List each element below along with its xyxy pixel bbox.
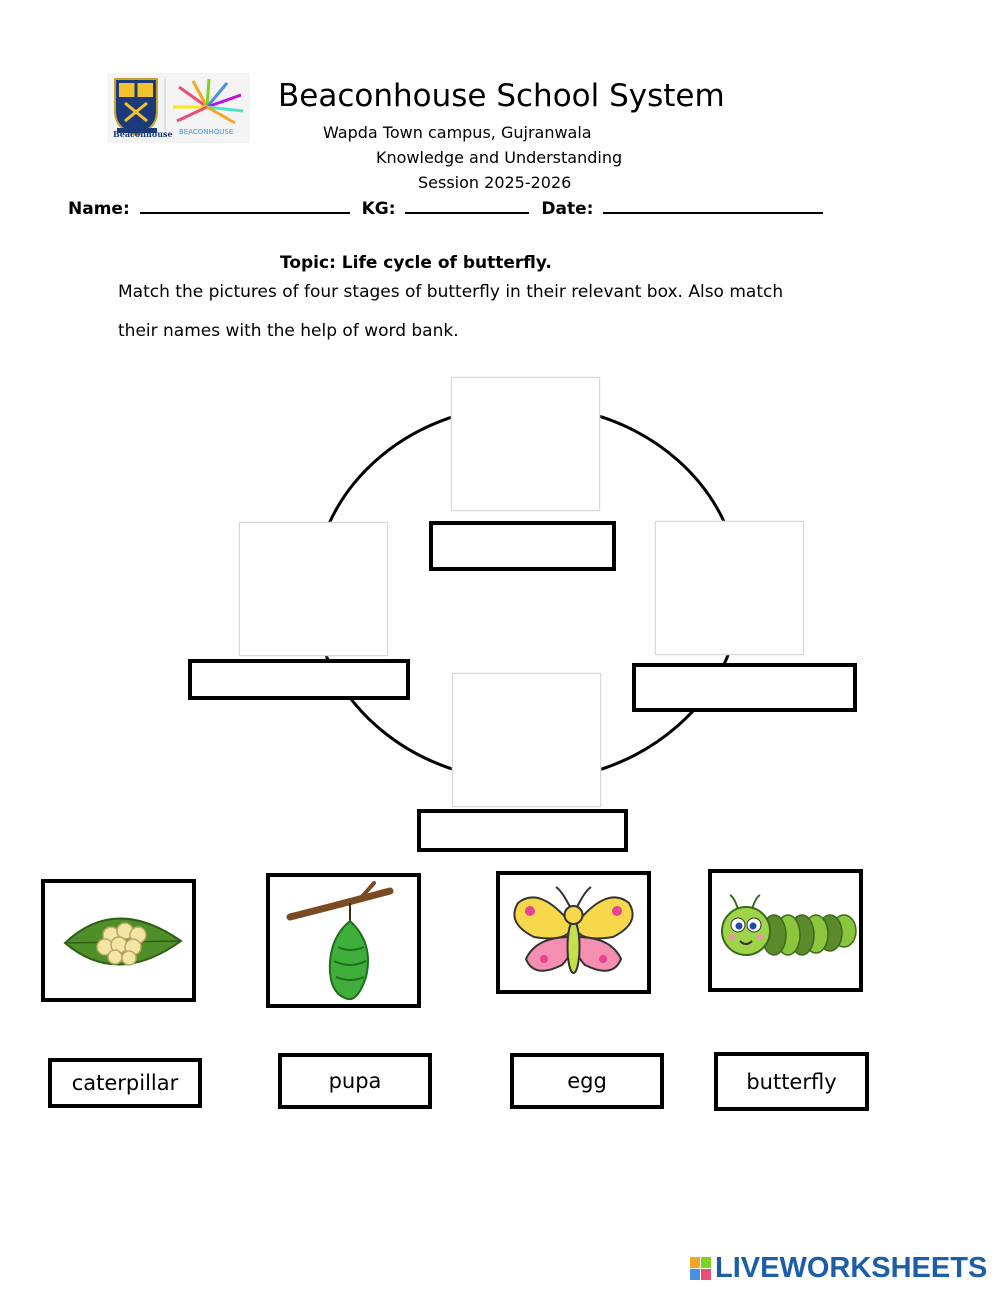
drop-zone-bottom-image[interactable] (452, 673, 601, 807)
liveworksheets-text: LIVEWORKSHEETS (715, 1252, 988, 1284)
picture-butterfly[interactable] (496, 871, 651, 994)
word-butterfly[interactable]: butterfly (714, 1052, 869, 1111)
school-logo (107, 73, 250, 143)
word-egg[interactable]: egg (510, 1053, 664, 1109)
student-info-row (68, 198, 829, 219)
topic-heading: Topic: Life cycle of butterfly. (280, 253, 552, 273)
date-blank[interactable] (603, 198, 823, 214)
instruction-line-2: their names with the help of word bank. (118, 321, 459, 341)
caterpillar-icon (712, 873, 859, 988)
kg-label: KG: (361, 199, 396, 219)
drop-zone-right-image[interactable] (655, 521, 804, 655)
campus-name: Wapda Town campus, Gujranwala (323, 123, 592, 142)
name-label: Name: (68, 199, 130, 219)
name-blank[interactable] (140, 198, 350, 214)
liveworksheets-logo (690, 1252, 987, 1285)
session-label: Session 2025-2026 (418, 173, 572, 192)
logo-caption-2: BEACONHOUSE (179, 128, 234, 136)
date-label: Date: (541, 199, 594, 219)
picture-pupa[interactable] (266, 873, 421, 1008)
butterfly-icon (500, 875, 647, 990)
picture-egg[interactable] (41, 879, 196, 1002)
school-name: Beaconhouse School System (278, 78, 725, 114)
liveworksheets-icon (690, 1257, 712, 1281)
drop-zone-bottom-label[interactable] (417, 809, 628, 852)
subject-name: Knowledge and Understanding (376, 148, 623, 167)
word-caterpillar[interactable]: caterpillar (48, 1058, 202, 1108)
logo-caption: Beaconhouse (113, 129, 173, 139)
egg-on-leaf-icon (45, 883, 192, 998)
drop-zone-right-label[interactable] (632, 663, 857, 712)
drop-zone-top-label[interactable] (429, 521, 616, 571)
word-pupa[interactable]: pupa (278, 1053, 432, 1109)
drop-zone-left-label[interactable] (188, 659, 410, 700)
drop-zone-left-image[interactable] (239, 522, 388, 656)
picture-caterpillar[interactable] (708, 869, 863, 992)
instruction-line-1: Match the pictures of four stages of butterfly in their relevant box. Also match (118, 282, 784, 302)
kg-blank[interactable] (405, 198, 529, 214)
drop-zone-top-image[interactable] (451, 377, 600, 511)
chrysalis-icon (270, 877, 417, 1004)
